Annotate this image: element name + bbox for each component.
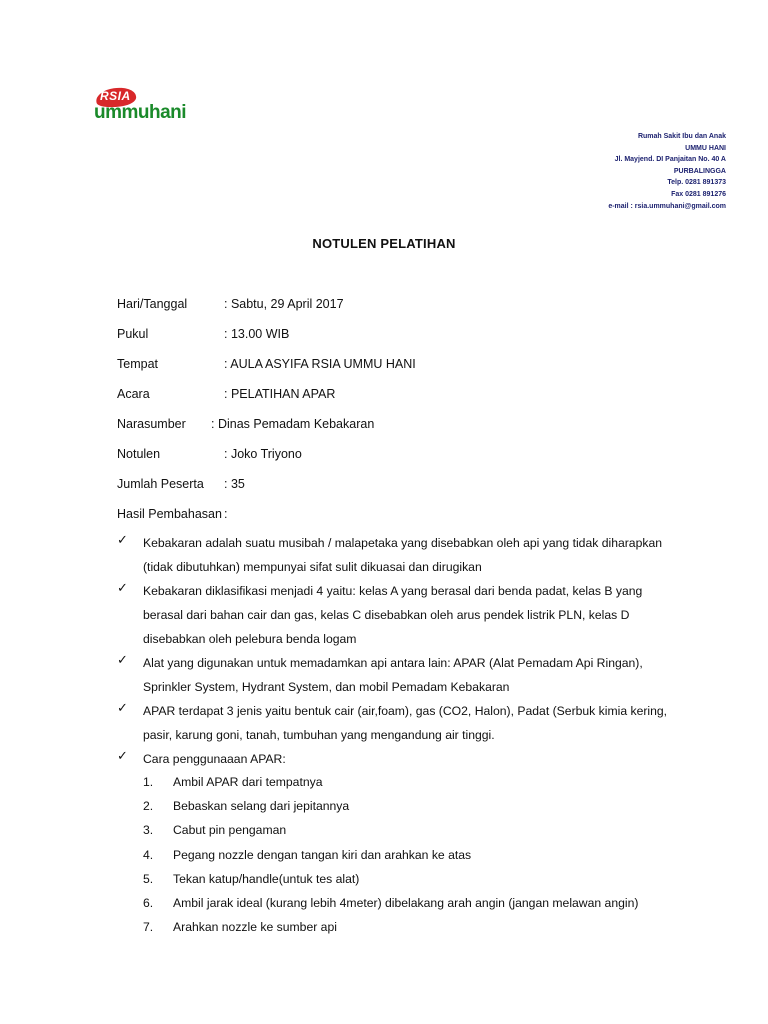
address-line: Telp. 0281 891373: [667, 179, 726, 187]
field-label: Jumlah Peserta: [117, 477, 204, 491]
bullet-line: (tidak dibutuhkan) mempunyai sifat sulit dikuasai dan dirugikan: [143, 560, 482, 574]
bullet-paragraph: [143, 699, 668, 747]
checkmark-icon: ✓: [117, 580, 128, 595]
logo-badge-text: RSIA: [100, 89, 131, 103]
step-number: 7.: [143, 920, 154, 934]
field-value: : Joko Triyono: [224, 447, 302, 461]
bullet-line: berasal dari bahan cair dan gas, kelas C disebabkan oleh arus pendek listrik PLN, kelas D: [143, 608, 630, 622]
address-line: e-mail : rsia.ummuhani@gmail.com: [608, 202, 726, 210]
bullet-paragraph: [143, 579, 663, 651]
step-number: 1.: [143, 775, 154, 789]
bullet-line: Kebakaran adalah suatu musibah / malapetaka yang disebabkan oleh api yang tidak diharapkan: [143, 536, 663, 550]
logo-name-text: ummuhani: [94, 102, 187, 123]
field-label: Hasil Pembahasan: [117, 507, 222, 521]
bullet-line: Cara penggunaaan APAR:: [143, 752, 286, 766]
checkmark-icon: ✓: [117, 748, 128, 763]
step-number: 4.: [143, 848, 154, 862]
address-line: Jl. Mayjend. DI Panjaitan No. 40 A: [614, 156, 726, 164]
bullet-line: pasir, karung goni, tanah, tumbuhan yang mengandung air tinggi.: [143, 728, 495, 742]
field-value: : AULA ASYIFA RSIA UMMU HANI: [224, 357, 416, 371]
checkmark-icon: ✓: [117, 700, 128, 715]
field-label: Hari/Tanggal: [117, 297, 188, 311]
field-value: : 13.00 WIB: [224, 327, 290, 341]
bullet-line: Kebakaran diklasifikasi menjadi 4 yaitu: kelas A yang berasal dari benda padat, kelas B yang: [143, 584, 643, 598]
step-text: Cabut pin pengaman: [173, 823, 287, 837]
step-text: Arahkan nozzle ke sumber api: [173, 920, 337, 934]
hospital-logo: [94, 88, 218, 124]
bullet-paragraph: [143, 531, 663, 579]
bullet-line: Alat yang digunakan untuk memadamkan api antara lain: APAR (Alat Pemadam Api Ringan),: [143, 656, 643, 670]
step-number: 2.: [143, 799, 154, 813]
bullet-line: Sprinkler System, Hydrant System, dan mobil Pemadam Kebakaran: [143, 680, 510, 694]
bullet-line: disebabkan oleh pelebura benda logam: [143, 632, 357, 646]
bullet-paragraph: [143, 747, 663, 771]
bullet-line: APAR terdapat 3 jenis yaitu bentuk cair (air,foam), gas (CO2, Halon), Padat (Serbuk kimia kering,: [143, 704, 668, 718]
step-number: 5.: [143, 872, 154, 886]
step-text: Pegang nozzle dengan tangan kiri dan arahkan ke atas: [173, 848, 472, 862]
field-label: Acara: [117, 387, 150, 401]
bullet-paragraph: [143, 651, 663, 699]
field-label: Narasumber: [117, 417, 186, 431]
field-label: Notulen: [117, 447, 161, 461]
step-text: Bebaskan selang dari jepitannya: [173, 799, 350, 813]
field-label: Tempat: [117, 357, 158, 371]
address-line: PURBALINGGA: [673, 167, 726, 175]
checkmark-icon: ✓: [117, 532, 128, 547]
step-number: 6.: [143, 896, 154, 910]
step-text: Ambil APAR dari tempatnya: [173, 775, 323, 789]
step-number: 3.: [143, 823, 154, 837]
field-value: : Dinas Pemadam Kebakaran: [211, 417, 375, 431]
address-line: Fax 0281 891276: [671, 190, 726, 198]
field-value: : PELATIHAN APAR: [224, 387, 336, 401]
checkmark-icon: ✓: [117, 652, 128, 667]
field-label: Pukul: [117, 327, 149, 341]
field-value: : Sabtu, 29 April 2017: [224, 297, 344, 311]
field-value: :: [224, 507, 228, 521]
step-text: Ambil jarak ideal (kurang lebih 4meter) dibelakang arah angin (jangan melawan angin): [173, 896, 639, 910]
hospital-address: [608, 131, 726, 212]
step-text: Tekan katup/handle(untuk tes alat): [173, 872, 360, 886]
address-line: UMMU HANI: [685, 144, 726, 152]
field-value: : 35: [224, 477, 245, 491]
document-title: NOTULEN PELATIHAN: [312, 236, 456, 251]
address-line: Rumah Sakit Ibu dan Anak: [637, 133, 726, 140]
